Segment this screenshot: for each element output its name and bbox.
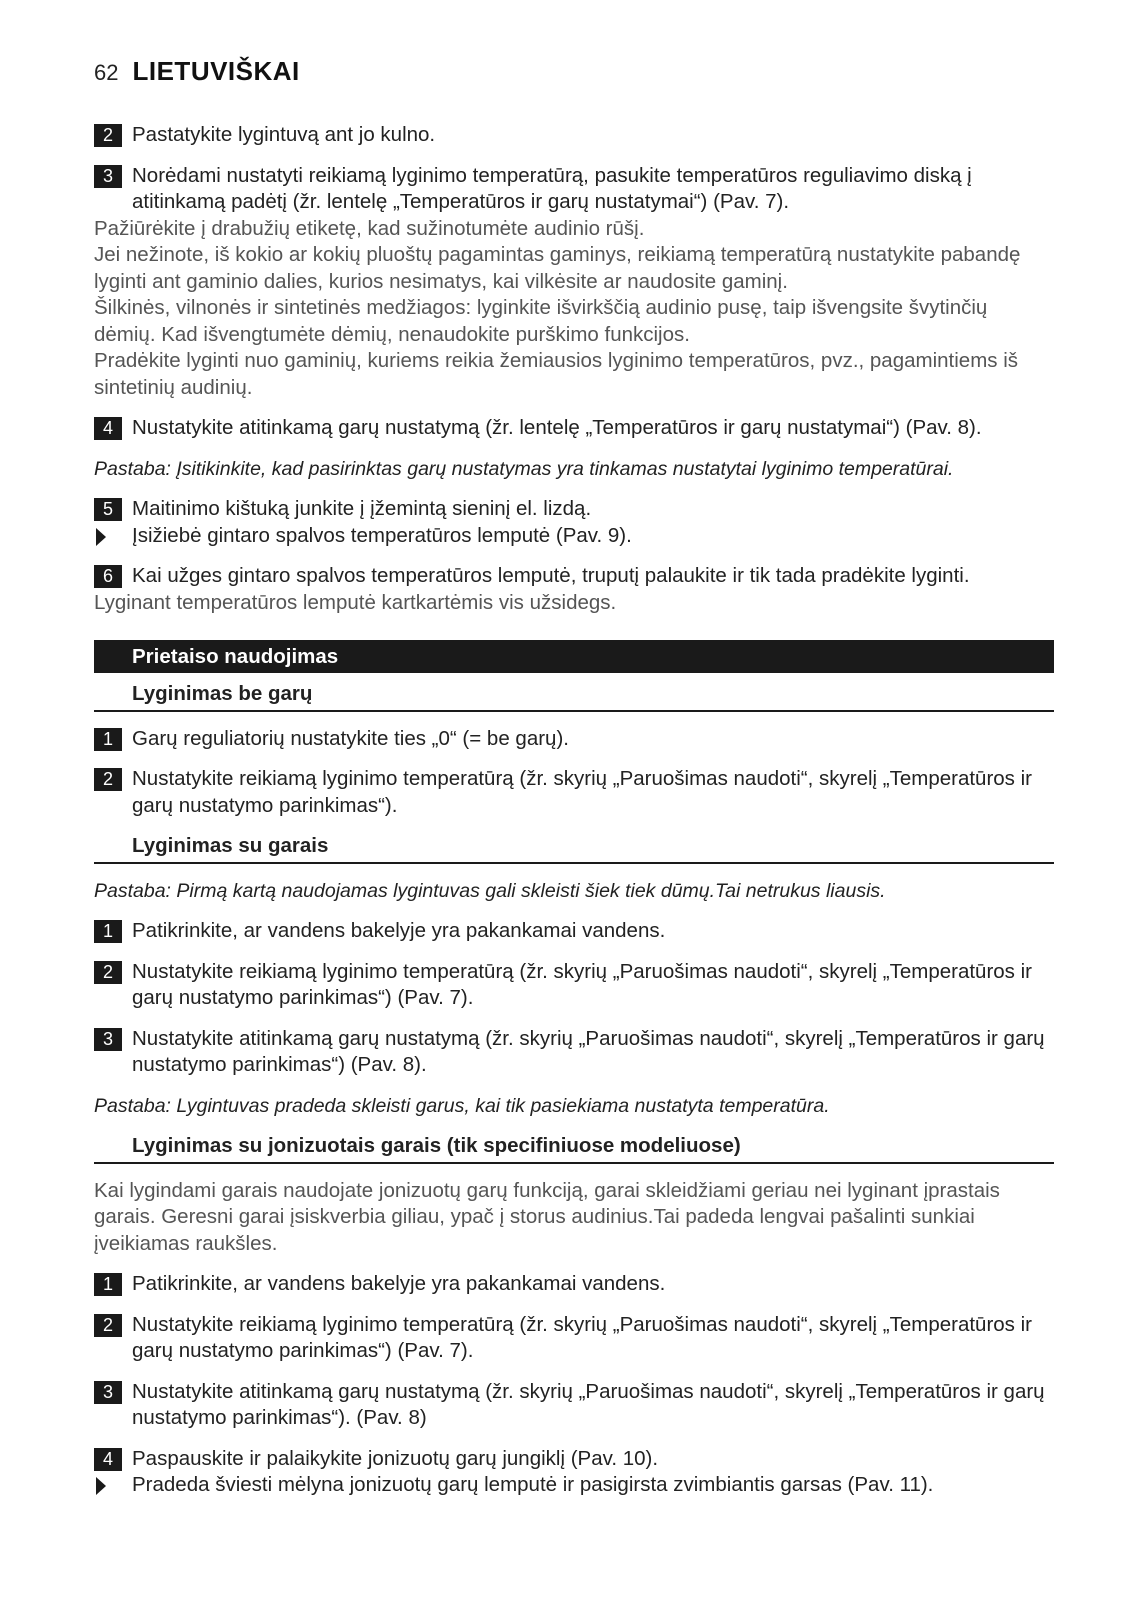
paragraph: Kai lygindami garais naudojate jonizuotų garų funkciją, garai skleidžiami geriau nei lyginant įprastais garais. Geresni garai įsiskverbia giliau, ypač į storus audinius.Tai padeda lengvai pašalinti sunkiai įveikiamas raukšles. [94, 1178, 1000, 1255]
step-4 [94, 415, 1054, 442]
ion-step-4 [94, 1446, 1054, 1473]
step-number: 2 [94, 961, 122, 984]
step-text: Garų reguliatorių nustatykite ties „0“ (= be garų). [132, 726, 569, 750]
ion-step-1 [94, 1271, 1054, 1298]
step-6 [94, 563, 1054, 590]
step-text: Nustatykite atitinkamą garų nustatymą (žr. skyrių „Paruošimas naudoti“, skyrelį „Temperatūros ir garų nustatymo parinkimas“) (Pav. 8). [132, 1026, 1045, 1076]
ion-step-2 [94, 1312, 1054, 1365]
step-text: Nustatykite atitinkamą garų nustatymą (žr. lentelę „Temperatūros ir garų nustatymai“) (Pav. 8). [132, 416, 982, 439]
step-number: 3 [94, 1381, 122, 1404]
section-title: Prietaiso naudojimas [94, 640, 1054, 673]
paragraph: Šilkinės, vilnonės ir sintetinės medžiagos: lyginkite išvirkščią audinio pusę, taip išvengsite švytinčių dėmių. Kad išvengtumėte dėmių, nenaudokite purškimo funkcijos. [94, 296, 988, 346]
step-number: 6 [94, 565, 122, 588]
step-number: 1 [94, 728, 122, 751]
step-number: 2 [94, 124, 122, 147]
result-bullet [94, 1472, 1054, 1499]
step-text: Kai užges gintaro spalvos temperatūros lemputė, truputį palaukite ir tik tada pradėkite lyginti. [132, 564, 970, 587]
steam-step-3 [94, 1026, 1054, 1079]
step-number: 3 [94, 165, 122, 188]
ion-step-3 [94, 1379, 1054, 1432]
step-number: 4 [94, 417, 122, 440]
paragraph: Pradėkite lyginti nuo gaminių, kuriems reikia žemiausios lyginimo temperatūros, pvz., pagamintiems iš sintetinių audinių. [94, 349, 1019, 399]
steam-step-1 [94, 918, 1054, 945]
step-number: 3 [94, 1028, 122, 1051]
step-5 [94, 496, 1054, 523]
subheading-steam: Lyginimas su garais [94, 833, 1054, 864]
step-number: 2 [94, 1314, 122, 1337]
step-text: Nustatykite atitinkamą garų nustatymą (žr. skyrių „Paruošimas naudoti“, skyrelį „Temperatūros ir garų nustatymo parinkimas“). (Pav. 8) [132, 1379, 1045, 1429]
step-text: Maitinimo kištuką junkite į įžemintą sieninį el. lizdą. [132, 497, 592, 520]
step-text: Nustatykite reikiamą lyginimo temperatūrą (žr. skyrių „Paruošimas naudoti“, skyrelį „Temperatūros ir garų nustatymo parinkimas“) (Pav. 7). [132, 959, 1033, 1009]
subheading-dry: Lyginimas be garų [94, 681, 1054, 712]
note: Pastaba: Įsitikinkite, kad pasirinktas garų nustatymas yra tinkamas nustatytai lyginimo temperatūrai. [94, 457, 954, 480]
step-text: Patikrinkite, ar vandens bakelyje yra pakankamai vandens. [132, 919, 666, 942]
page-header [94, 56, 300, 87]
paragraph: Pažiūrėkite į drabužių etiketę, kad sužinotumėte audinio rūšį. [94, 216, 645, 240]
step-number: 1 [94, 1273, 122, 1296]
temperature-info [94, 216, 1054, 402]
bullet-arrow-icon [96, 1477, 106, 1495]
language-title: LIETUVIŠKAI [132, 56, 300, 86]
paragraph: Lyginant temperatūros lemputė kartkartėmis vis užsidegs. [94, 590, 617, 614]
step-text: Nustatykite reikiamą lyginimo temperatūrą (žr. skyrių „Paruošimas naudoti“, skyrelį „Temperatūros ir garų nustatymo parinkimas“) (Pav. 7). [132, 1312, 1033, 1362]
step-3 [94, 163, 1054, 216]
note: Pastaba: Lygintuvas pradeda skleisti garus, kai tik pasiekiama nustatyta temperatūra. [94, 1094, 830, 1117]
step-text: Pastatykite lygintuvą ant jo kulno. [132, 123, 436, 146]
step-number: 1 [94, 920, 122, 943]
note: Pastaba: Pirmą kartą naudojamas lygintuvas gali skleisti šiek tiek dūmų.Tai netrukus liausis. [94, 879, 886, 902]
bullet-text: Pradeda šviesti mėlyna jonizuotų garų lemputė ir pasigirsta zvimbiantis garsas (Pav. 11). [132, 1473, 934, 1496]
manual-content [94, 122, 1054, 1513]
steam-step-2 [94, 959, 1054, 1012]
bullet-arrow-icon [96, 528, 106, 546]
step-number: 4 [94, 1448, 122, 1471]
result-bullet [94, 523, 1054, 550]
step-text: Nustatykite reikiamą lyginimo temperatūrą (žr. skyrių „Paruošimas naudoti“, skyrelį „Temperatūros ir garų nustatymo parinkimas“). [132, 767, 1033, 817]
paragraph: Jei nežinote, iš kokio ar kokių pluoštų pagamintas gaminys, reikiamą temperatūrą nustatykite pabandę lyginti ant gaminio dalies, kurios nesimatys, kai vilkėsite ar naudosite gaminį. [94, 243, 1021, 293]
dry-step-2 [94, 766, 1054, 819]
step-number: 5 [94, 498, 122, 521]
step-text: Norėdami nustatyti reikiamą lyginimo temperatūrą, pasukite temperatūros reguliavimo diską į atitinkamą padėtį (žr. lentelę „Temperatūros ir garų nustatymai“) (Pav. 7). [132, 163, 972, 213]
step-text: Paspauskite ir palaikykite jonizuotų garų jungiklį (Pav. 10). [132, 1446, 659, 1470]
bullet-text: Įsižiebė gintaro spalvos temperatūros lemputė (Pav. 9). [132, 523, 632, 547]
page-number: 62 [94, 60, 119, 85]
step-2 [94, 122, 1054, 149]
step-number: 2 [94, 768, 122, 791]
dry-step-1 [94, 726, 1054, 753]
step-text: Patikrinkite, ar vandens bakelyje yra pakankamai vandens. [132, 1272, 666, 1295]
subheading-ionic: Lyginimas su jonizuotais garais (tik specifiniuose modeliuose) [94, 1133, 1054, 1164]
